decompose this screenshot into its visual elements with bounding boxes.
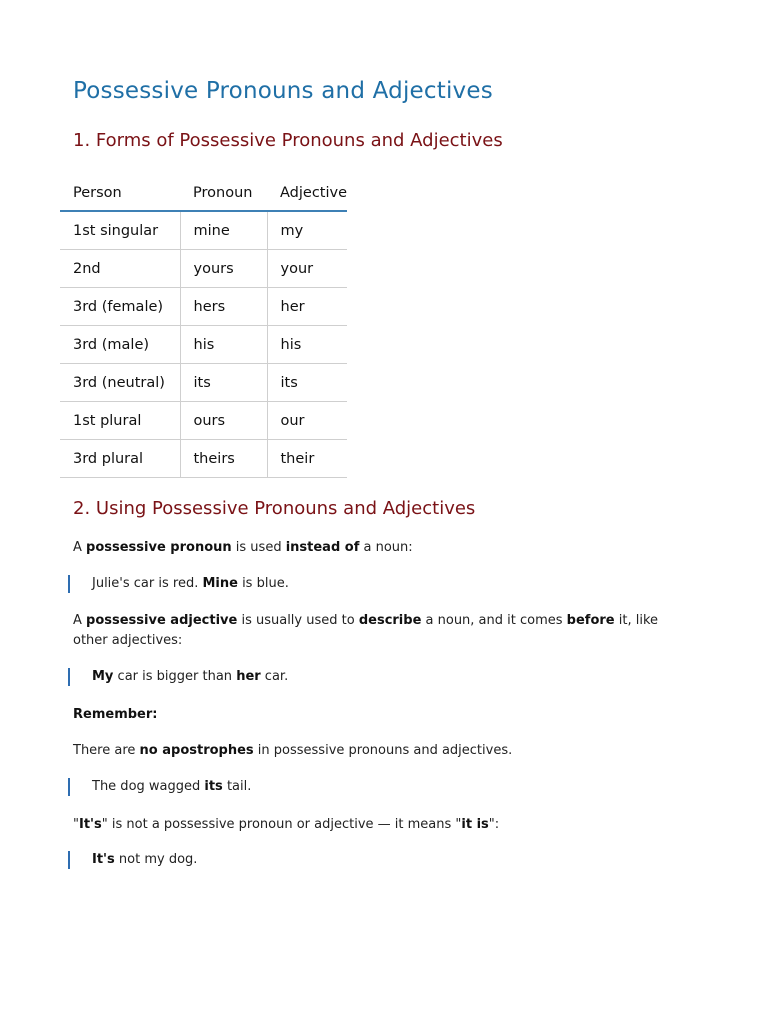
cell-person: 3rd (female) [73,298,164,315]
emphasis: her [236,669,261,684]
cell-pronoun: its [180,364,267,402]
emphasis: Mine [202,576,238,591]
section-1-heading: 1. Forms of Possessive Pronouns and Adjectives [73,130,503,151]
cell-adjective: their [267,440,347,478]
emphasis: describe [358,613,422,628]
cell-pronoun: yours [180,250,267,288]
page-title: Possessive Pronouns and Adjectives [73,78,493,104]
text: " [73,817,79,832]
emphasis: its [204,779,223,794]
cell-adjective: our [267,402,347,440]
table-row [60,440,347,478]
text: a noun, and it comes [421,613,567,628]
text: car is bigger than [113,669,237,684]
emphasis: possessive pronoun [86,540,232,555]
text: it, like other adjectives: [73,613,659,648]
its-rule-paragraph [73,815,693,835]
cell-adjective: your [267,250,347,288]
text: car. [260,669,289,684]
text: A [73,540,87,555]
text: There are [73,743,140,758]
example-quote-4 [68,851,197,869]
emphasis: before [566,613,615,628]
cell-person: 3rd (neutral) [73,374,165,391]
cell-pronoun: his [180,326,267,364]
cell-adjective: her [267,288,347,326]
text: " is not a possessive pronoun or adjective — it means " [101,817,462,832]
text: in possessive pronouns and adjectives. [253,743,513,758]
table-header-row [60,176,347,211]
cell-person: 1st plural [73,412,142,429]
text: The dog wagged [92,779,205,794]
cell-pronoun: ours [180,402,267,440]
example-quote-2 [68,668,288,686]
example-quote-3 [68,778,251,796]
text: is usually used to [237,613,359,628]
table-row [60,326,347,364]
remember-label [73,705,693,725]
cell-person: 3rd (male) [73,336,150,353]
table-row [60,211,347,250]
cell-person: 3rd plural [73,450,144,467]
cell-adjective: my [267,211,347,250]
text: not my dog. [114,852,198,867]
apostrophe-rule-paragraph [73,741,693,761]
text: ": [488,817,500,832]
cell-adjective: his [267,326,347,364]
text: a noun: [359,540,413,555]
table-row [60,364,347,402]
adjective-definition-paragraph [73,611,693,651]
emphasis: possessive adjective [86,613,238,628]
pronoun-definition-paragraph [73,538,693,558]
emphasis: it is [461,817,489,832]
example-quote-1 [68,575,289,593]
cell-adjective: its [267,364,347,402]
text: Julie's car is red. [92,576,203,591]
column-header-person: Person [73,185,122,201]
emphasis: no apostrophes [139,743,254,758]
possessive-forms-table [60,176,347,478]
table-row [60,250,347,288]
emphasis: instead of [285,540,360,555]
cell-person: 1st singular [73,222,159,239]
emphasis: My [92,669,114,684]
column-header-pronoun: Pronoun [193,185,253,201]
emphasis: Remember: [73,707,158,722]
cell-pronoun: theirs [180,440,267,478]
cell-pronoun: mine [180,211,267,250]
emphasis: It's [78,817,102,832]
text: is used [231,540,286,555]
text: is blue. [237,576,289,591]
table-row [60,402,347,440]
table-row [60,288,347,326]
text: tail. [222,779,252,794]
column-header-adjective: Adjective [280,185,348,201]
text: A [73,613,87,628]
section-2-heading: 2. Using Possessive Pronouns and Adjectives [73,498,476,519]
cell-person: 2nd [73,260,101,277]
emphasis: It's [92,852,115,867]
cell-pronoun: hers [180,288,267,326]
